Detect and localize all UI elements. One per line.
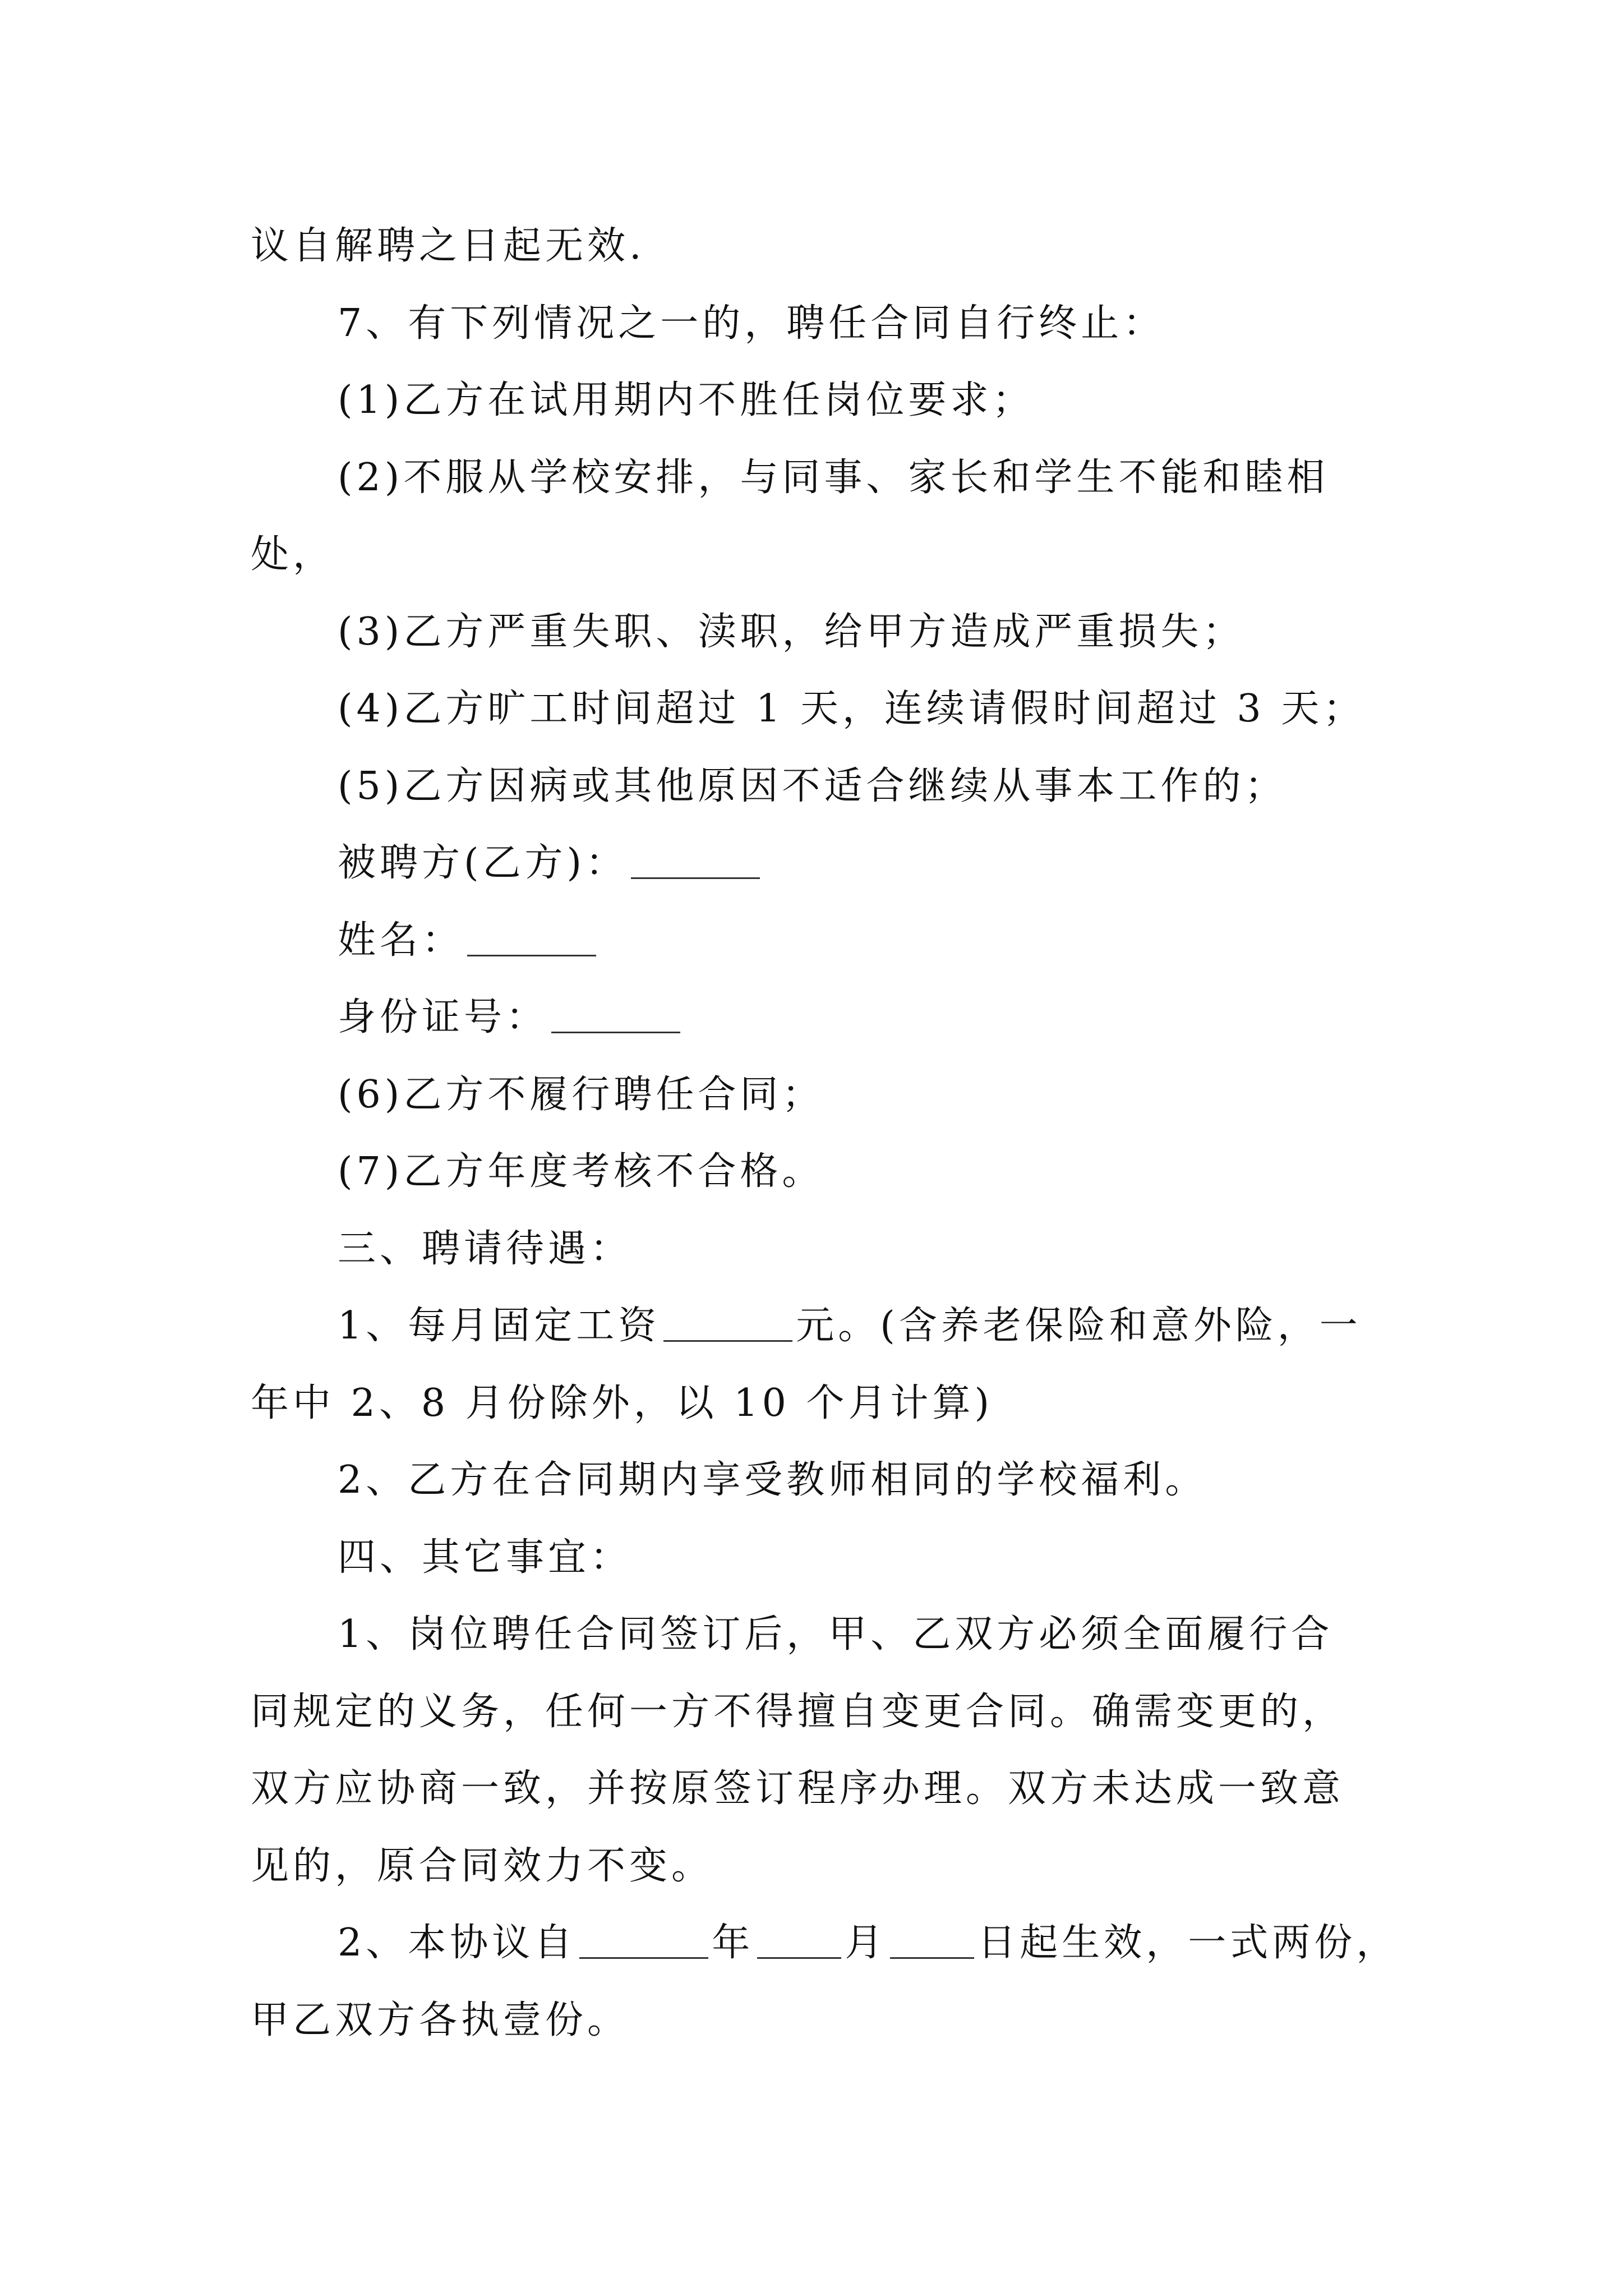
salary-line-continued: 年中 2、8 月份除外，以 10 个月计算) <box>251 1381 994 1425</box>
clause-item-4: (4)乙方旷工时间超过 1 天，连续请假时间超过 3 天； <box>338 687 1366 731</box>
id-number-row <box>251 979 1389 1056</box>
name-blank <box>467 922 596 956</box>
name-label: 姓名： <box>338 918 464 963</box>
salary-note: 元。(含养老保险和意外险，一 <box>796 1304 1362 1348</box>
salary-label: 1、每月固定工资 <box>338 1304 661 1348</box>
section-3-heading: 三、聘请待遇： <box>338 1226 633 1271</box>
clause-item-5: (5)乙方因病或其他原因不适合继续从事本工作的； <box>338 763 1287 808</box>
employee-party-blank <box>631 845 760 879</box>
effective-date-note: 日起生效，一式两份， <box>978 1921 1399 1965</box>
month-blank <box>757 1925 841 1959</box>
other-item-1-continued: 见的，原合同效力不变。 <box>251 1843 714 1888</box>
clause-item-2-continued: 处， <box>251 532 335 577</box>
employee-party-row <box>251 825 1389 902</box>
other-item-1: 1、岗位聘任合同签订后，甲、乙双方必须全面履行合 <box>338 1612 1334 1657</box>
effective-date-line <box>251 1904 1399 1982</box>
year-label: 年 <box>712 1921 754 1965</box>
clause-item-6: (6)乙方不履行聘任合同； <box>338 1072 824 1117</box>
day-blank <box>890 1925 974 1959</box>
salary-line <box>251 1287 1389 1365</box>
effective-date-label: 2、本协议自 <box>338 1921 577 1965</box>
clause-item-7: (7)乙方年度考核不合格。 <box>338 1149 824 1194</box>
id-number-blank <box>551 999 680 1033</box>
clause-item-1: (1)乙方在试用期内不胜任岗位要求； <box>338 378 1035 422</box>
clause-item-2: (2)不服从学校安排，与同事、家长和学生不能和睦相 <box>338 455 1329 500</box>
month-label: 月 <box>845 1921 887 1965</box>
copies-line: 甲乙双方各执壹份。 <box>251 1998 630 2042</box>
id-number-label: 身份证号： <box>338 995 548 1039</box>
document-body <box>251 208 1399 2059</box>
name-row <box>251 902 1389 979</box>
welfare-line: 2、乙方在合同期内享受教师相同的学校福利。 <box>338 1458 1207 1502</box>
employee-party-label: 被聘方(乙方)： <box>338 841 628 885</box>
paragraph-line: 议自解聘之日起无效. <box>251 224 645 268</box>
clause-7-heading: 7、有下列情况之一的，聘任合同自行终止： <box>338 301 1165 346</box>
salary-blank <box>663 1308 792 1342</box>
section-4-heading: 四、其它事宜： <box>338 1535 633 1580</box>
other-item-1-continued: 同规定的义务，任何一方不得擅自变更合同。确需变更的， <box>251 1689 1345 1734</box>
clause-item-3: (3)乙方严重失职、渎职，给甲方造成严重损失； <box>338 609 1245 654</box>
year-blank <box>579 1925 708 1959</box>
other-item-1-continued: 双方应协商一致，并按原签订程序办理。双方未达成一致意 <box>251 1766 1345 1811</box>
